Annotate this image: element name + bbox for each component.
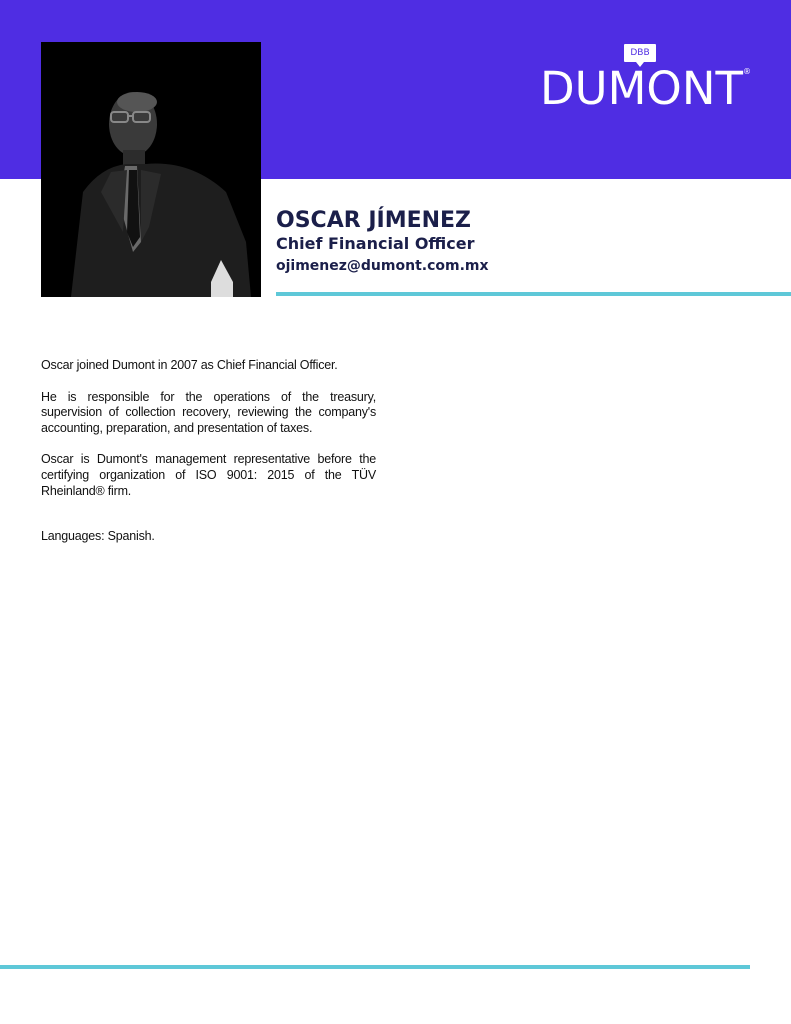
bio-paragraph-iso: Oscar is Dumont's management representative before the certifying organization of ISO 9001: 2015 of the TÜV Rheinland® firm. (41, 452, 376, 498)
bio-paragraph-responsibilities: He is responsible for the operations of the treasury, supervision of collection recovery, reviewing the company's accounting, preparation, and presentation of taxes. (41, 389, 376, 435)
person-email[interactable]: ojimenez@dumont.com.mx (276, 258, 489, 274)
bio-section (41, 358, 376, 545)
accent-rule-top (276, 292, 791, 296)
logo-registered-mark: ® (743, 67, 751, 76)
person-title: Chief Financial Officer (276, 234, 475, 253)
logo-wordmark: DUMONT (540, 62, 743, 115)
bio-languages: Languages: Spanish. (41, 529, 155, 544)
logo-tag: DBB (624, 44, 656, 62)
dumont-logo (538, 44, 753, 116)
portrait-photo (41, 42, 261, 297)
bio-paragraph-joined: Oscar joined Dumont in 2007 as Chief Financial Officer. (41, 358, 338, 372)
portrait-image (41, 42, 261, 297)
person-name: OSCAR JÍMENEZ (276, 208, 472, 233)
accent-rule-bottom (0, 965, 750, 969)
